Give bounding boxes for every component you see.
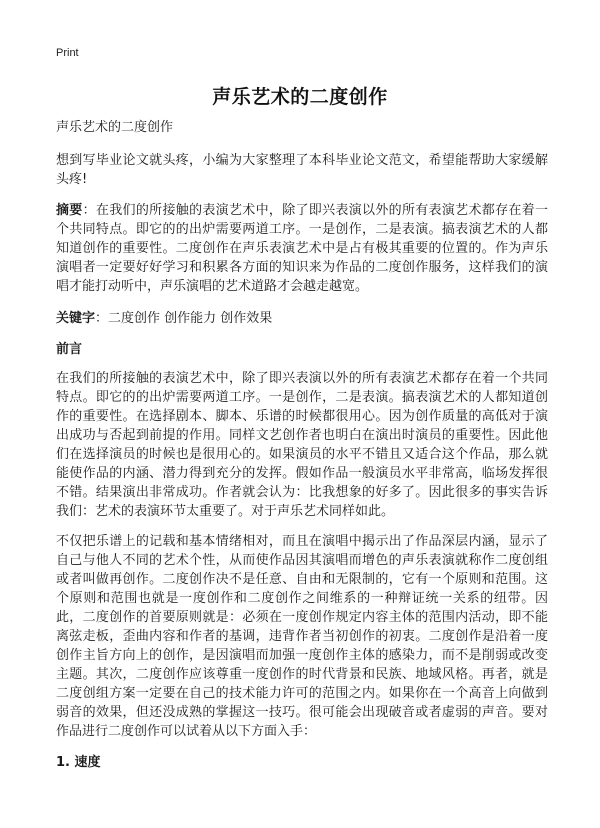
keywords-paragraph (56, 309, 548, 328)
page-title: 声乐艺术的二度创作 (212, 86, 388, 108)
body-paragraph-2: 不仅把乐谱上的记载和基本情绪相对，而且在演唱中揭示出了作品深层内涵，显示了自己与他人不同的艺术个性，从而使作品因其演唱而增色的声乐表演就称作二度创组或者叫做再创作。二度创作决不是任意、自由和无限制的，它有一个原则和范围。这个原则和范围也就是一度创作和二度创作之间维系的一种辩证统一关系的纽带。因此，二度创作的首要原则就是：必须在一度创作规定内容主体的范围内活动，即不能离弦走板，歪曲内容和作者的基调，违背作者当初创作的初衷。二度创作是沿着一度创作主旨方向上的创作，是因演唱而加强一度创作主体的感染力，而不是削弱或改变主题。其次，二度创作应该尊重一度创作的时代背景和民族、地域风格。再者，就是二度创组方案一定要在自己的技术能力许可的范围之内。如果你在一个高音上向做到弱音的效果，但还没成熟的掌握这一技巧。很可能会出现破音或者虚弱的声音。要对作品进行二度创作可以试着从以下方面入手： (56, 534, 548, 739)
section-1-heading: 1. 速度 (56, 755, 101, 770)
abstract-label: 摘要 (56, 203, 83, 218)
abstract-text: ：在我们的所接触的表演艺术中，除了即兴表演以外的所有表演艺术都存在着一个共同特点。即它的的出炉需要两道工序。一是创作，二是表演。搞表演艺术的人都知道创作的重要性。二度创作在声乐表演艺术中是占有极其重要的位置的。作为声乐演唱者一定要好好学习和积累各方面的知识来为作品的二度创作服务，这样我们的演唱才能打动听中，声乐演唱的艺术道路才会越走越宽。 (56, 203, 548, 294)
print-label: Print (56, 47, 79, 59)
article-body (56, 118, 548, 772)
article-subtitle: 声乐艺术的二度创作 (56, 120, 174, 135)
body-paragraph-1: 在我们的所接触的表演艺术中，除了即兴表演以外的所有表演艺术都存在着一个共同特点。即它的的出炉需要两道工序。一是创作，二是表演。搞表演艺术的人都知道创作的重要性。在选择剧本、脚本、乐谱的时候都很用心。因为创作质量的高低对于演出成功与否起到前提的作用。同样文艺创作者也明白在演出时演员的重要性。因此他们在选择演员的时候也是很用心的。如果演员的水平不错且又适合这个作品，那么就能使作品的内涵、潜力得到充分的发挥。假如作品一般演员水平非常高，临场发挥很不错。结果演出非常成功。作者就会认为：比我想象的好多了。因此很多的事实告诉我们：艺术的表演环节太重要了。对于声乐艺术同样如此。 (56, 371, 548, 519)
keywords-text: ：二度创作 创作能力 创作效果 (95, 311, 273, 326)
preface-heading: 前言 (56, 342, 83, 357)
abstract-paragraph (56, 201, 548, 296)
keywords-label: 关键字 (56, 311, 96, 326)
intro-paragraph: 想到写毕业论文就头疼，小编为大家整理了本科毕业论文范文，希望能帮助大家缓解头疼! (56, 153, 548, 187)
